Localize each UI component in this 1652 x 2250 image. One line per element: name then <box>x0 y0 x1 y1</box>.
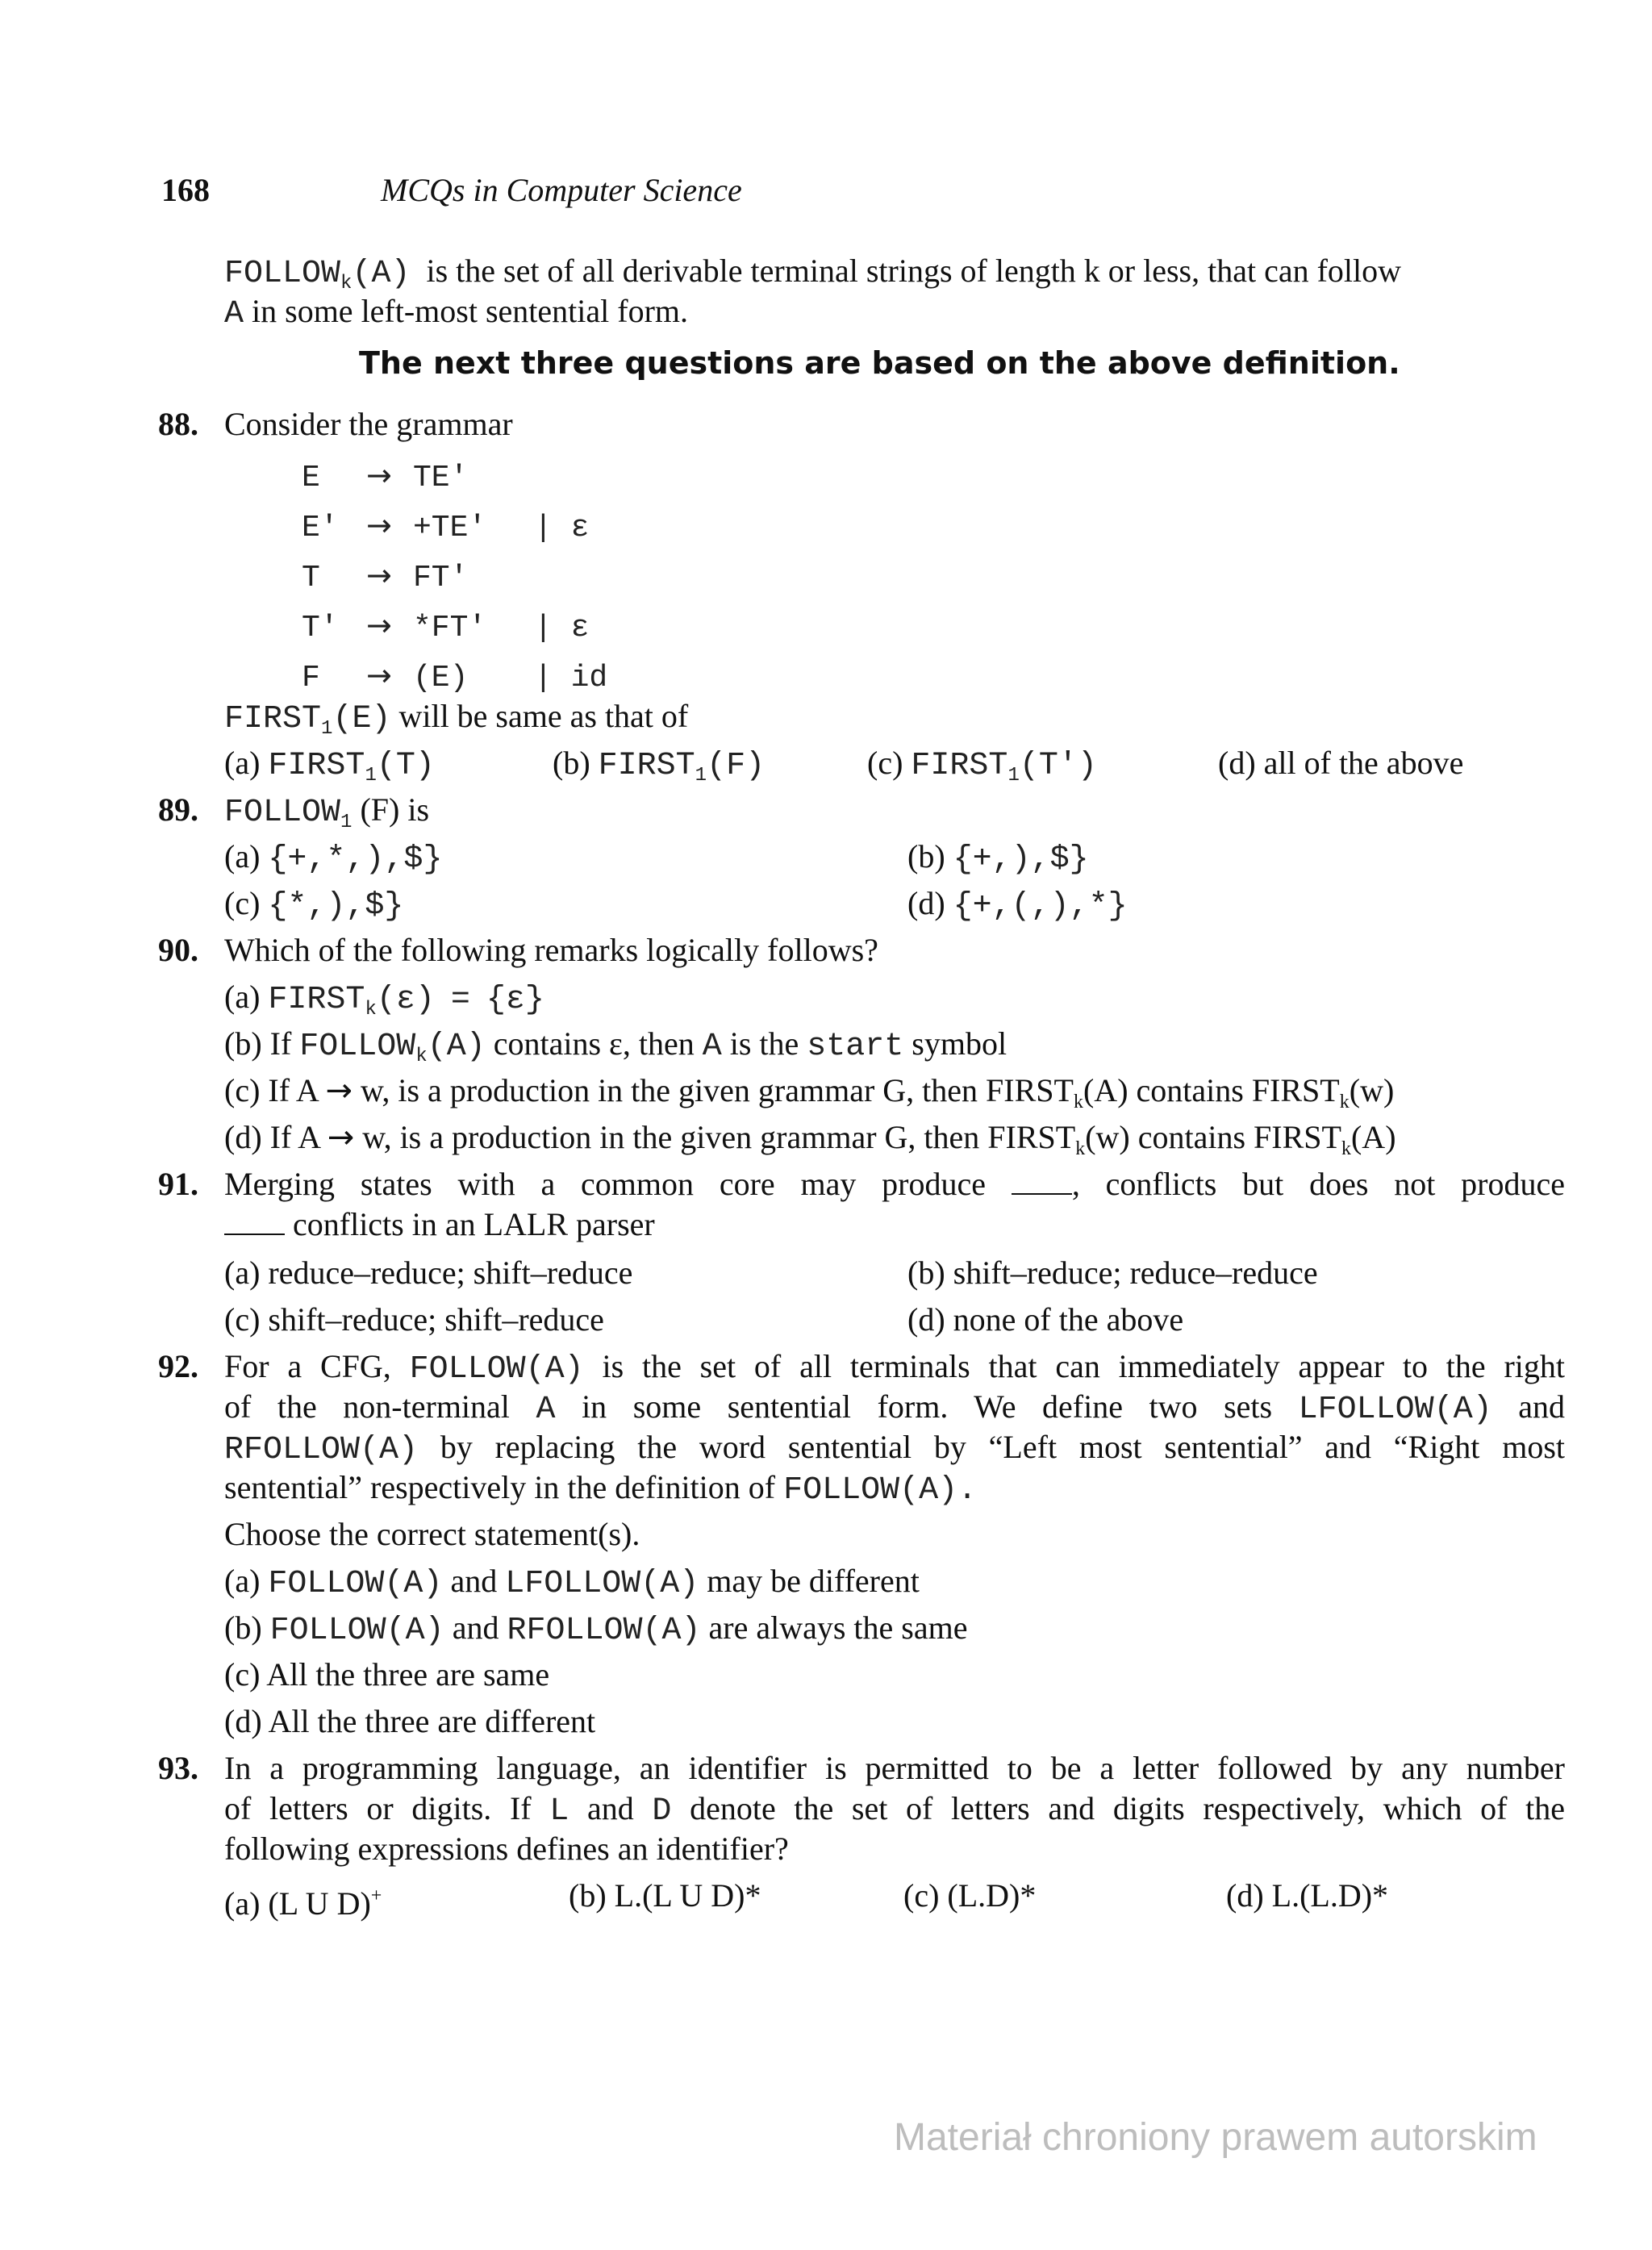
intro-line-2: A in some left-most sentential form. <box>224 293 689 332</box>
copyright-watermark: Materiał chroniony prawem autorskim <box>894 2116 1537 2159</box>
running-title: MCQs in Computer Science <box>381 172 742 208</box>
q92-option-c: (c) All the three are same <box>224 1656 550 1693</box>
q91-option-a: (a) reduce–reduce; shift–reduce <box>224 1254 633 1291</box>
q89-number: 89. <box>158 791 198 828</box>
q90-option-b: (b) If $FOLLOW_k(A)$ contains ε, then A is the start symbol <box>224 1025 1007 1067</box>
q92-line-3: RFOLLOW(A) by replacing the word sentential by “Left most sentential” and “Right most <box>224 1429 1565 1468</box>
q90-text: Which of the following remarks logically follows? <box>224 932 878 968</box>
q88-grammar <box>302 452 607 702</box>
q93-line-3: following expressions defines an identifier? <box>224 1830 789 1867</box>
q93-option-c: (c) (L.D)* <box>903 1877 1037 1914</box>
grammar-rule: E′ → +TE′ | ε <box>302 507 590 545</box>
q90-number: 90. <box>158 932 198 968</box>
q90-option-a: (a) $FIRST_k(\varepsilon) = \{\varepsilon\}$ <box>224 979 544 1021</box>
q88-number: 88. <box>158 406 198 442</box>
q93-number: 93. <box>158 1750 198 1786</box>
q89-option-b: (b) {+,),$} <box>907 838 1089 878</box>
q93-line-1: In a programming language, an identifier is permitted to be a letter followed by any number <box>224 1750 1565 1786</box>
q93-line-2: of letters or digits. If L and D denote the set of letters and digits respectively, which of the <box>224 1790 1566 1830</box>
q93-option-d: (d) L.(L.D)* <box>1226 1877 1389 1914</box>
q88-option-b: (b) $FIRST_1(F)$ <box>553 745 766 787</box>
grammar-rule: E → TE′ <box>302 457 469 495</box>
q91-number: 91. <box>158 1166 198 1202</box>
section-heading: The next three questions are based on the above definition. <box>359 345 1400 381</box>
q92-line-2: of the non-terminal A in some sentential form. We define two sets LFOLLOW(A) and <box>224 1388 1566 1428</box>
q91-line-2: conflicts in an LALR parser <box>224 1204 655 1246</box>
grammar-rule: T → FT′ <box>302 557 469 595</box>
q90-option-c: (c) If A → w, is a production in the given grammar G, then $FIRST_k(A)$ contains $FIRST_k(w)$ <box>224 1072 1395 1112</box>
q91-option-c: (c) shift–reduce; shift–reduce <box>224 1301 604 1338</box>
q89-option-a: (a) {+,*,),$} <box>224 838 443 878</box>
q88-text: Consider the grammar <box>224 406 513 442</box>
q92-number: 92. <box>158 1348 198 1384</box>
q88-stem: $FIRST_1(E)$ will be same as that of <box>224 698 689 740</box>
page-number: 168 <box>161 172 210 208</box>
answer-blank <box>224 1209 285 1235</box>
q88-option-d: (d) all of the above <box>1218 745 1464 781</box>
grammar-rule: T′ → *FT′ | ε <box>302 607 590 645</box>
q92-line-4: sentential” respectively in the definition of FOLLOW(A). <box>224 1469 978 1509</box>
q90-option-d: (d) If A → w, is a production in the given grammar G, then $FIRST_k(w)$ contains $FIRST_k(A)$ <box>224 1119 1396 1159</box>
answer-blank <box>1012 1169 1072 1195</box>
q91-line-1: Merging states with a common core may produce , conflicts but does not produce <box>224 1166 1566 1202</box>
q92-option-a: (a) FOLLOW(A) and LFOLLOW(A) may be different <box>224 1563 920 1602</box>
q88-option-c: (c) $FIRST_1(T')$ <box>867 745 1097 787</box>
q93-option-a: (a) (L U D)+ <box>224 1885 382 1922</box>
q91-option-d: (d) none of the above <box>907 1301 1184 1338</box>
grammar-rule: F → (E) | id <box>302 657 608 695</box>
intro-line-1: $FOLLOW_k(A)$ is the set of all derivable terminal strings of length k or less, that can follow <box>224 253 1402 294</box>
q91-option-b: (b) shift–reduce; reduce–reduce <box>907 1254 1318 1291</box>
q92-line-1: For a CFG, FOLLOW(A) is the set of all terminals that can immediately appear to the right <box>224 1348 1566 1388</box>
q88-option-a: (a) $FIRST_1(T)$ <box>224 745 435 787</box>
q92-choose: Choose the correct statement(s). <box>224 1516 640 1552</box>
q89-option-c: (c) {*,),$} <box>224 885 404 925</box>
q89-stem: $FOLLOW_1$ (F) is <box>224 791 430 833</box>
q92-option-b: (b) FOLLOW(A) and RFOLLOW(A) are always the same <box>224 1609 968 1649</box>
q92-option-d: (d) All the three are different <box>224 1703 596 1739</box>
q89-option-d: (d) {+,(,),*} <box>907 885 1128 925</box>
q93-option-b: (b) L.(L U D)* <box>569 1877 761 1914</box>
